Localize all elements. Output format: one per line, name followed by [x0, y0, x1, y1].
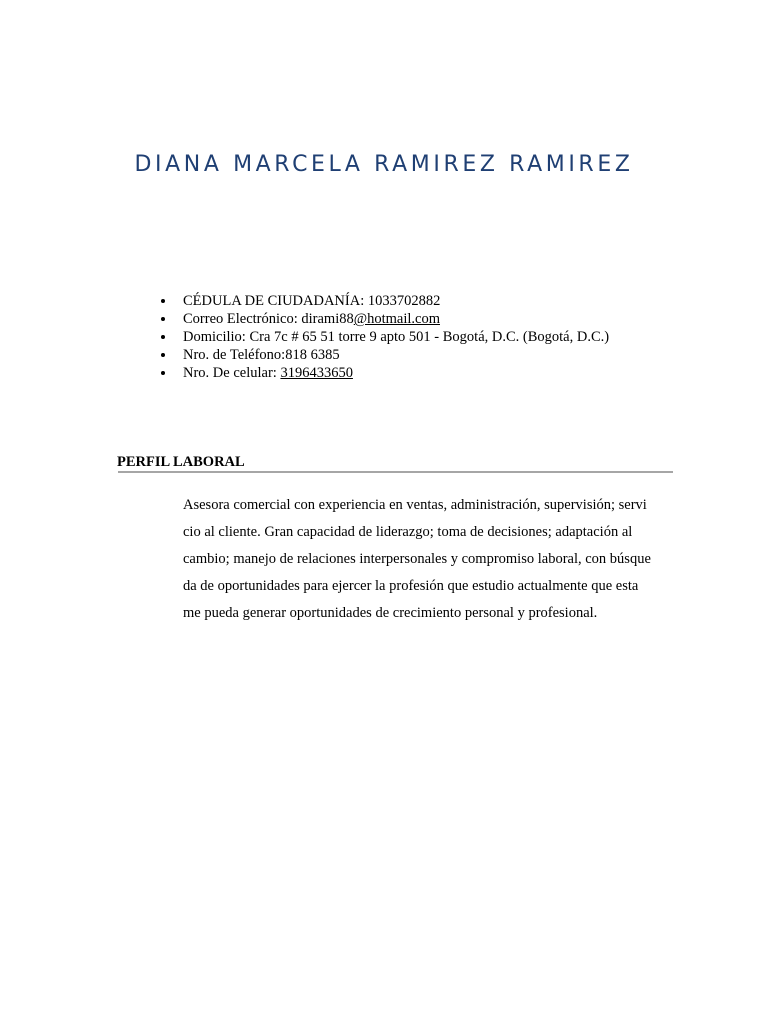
list-item-phone	[183, 346, 609, 364]
section-divider	[118, 471, 673, 473]
id-value: 1033702882	[367, 293, 441, 309]
contact-list	[183, 292, 609, 382]
candidate-name: DIANA MARCELA RAMIREZ RAMIREZ	[134, 152, 634, 177]
profile-line: cambio; manejo de relaciones interpersonales y compromiso laboral, con búsque	[183, 551, 651, 567]
profile-paragraph	[183, 492, 673, 627]
address-label: Domicilio:	[183, 329, 250, 345]
cell-label: Nro. De celular:	[183, 365, 281, 381]
phone-label: Nro. de Teléfono:	[183, 347, 286, 363]
list-item-email	[183, 310, 609, 328]
section-heading-profile: PERFIL LABORAL	[117, 454, 245, 470]
profile-line: me pueda generar oportunidades de crecimiento personal y profesional.	[183, 605, 598, 621]
profile-line: da de oportunidades para ejercer la profesión que estudio actualmente que esta	[183, 578, 639, 594]
address-value: Cra 7c # 65 51 torre 9 apto 501 - Bogotá, D.C. (Bogotá, D.C.)	[249, 329, 610, 345]
list-item-cell	[183, 364, 609, 382]
email-user: dirami88	[301, 311, 354, 327]
profile-line: Asesora comercial con experiencia en ventas, administración, supervisión; servi	[183, 497, 647, 513]
list-item-id	[183, 292, 609, 310]
cell-link[interactable]: 3196433650	[280, 365, 353, 381]
email-label: Correo Electrónico:	[183, 311, 302, 327]
id-label: CÉDULA DE CIUDADANÍA:	[183, 293, 368, 309]
email-link[interactable]: @hotmail.com	[353, 311, 440, 327]
list-item-address	[183, 328, 609, 346]
phone-value: 818 6385	[285, 347, 340, 363]
profile-line: cio al cliente. Gran capacidad de liderazgo; toma de decisiones; adaptación al	[183, 524, 633, 540]
